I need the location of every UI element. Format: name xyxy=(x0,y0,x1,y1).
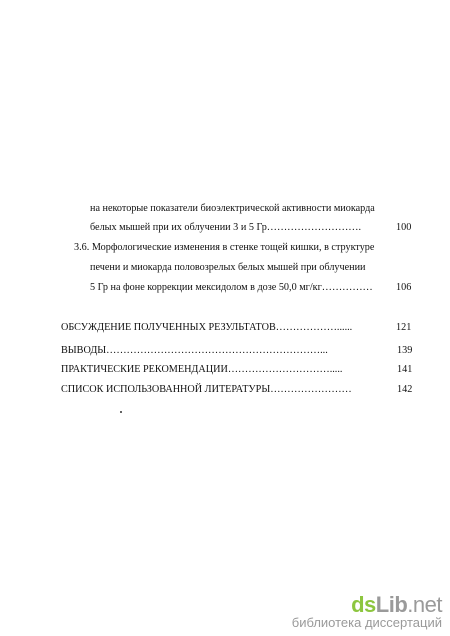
toc-line-liver-myocardium: печени и миокарда половозрелых белых мышей при облучении xyxy=(90,262,366,273)
stray-dot xyxy=(120,411,122,413)
toc-entry-recommendations: ПРАКТИЧЕСКИЕ РЕКОМЕНДАЦИИ…………………………..... xyxy=(61,364,343,375)
toc-entry-conclusions: ВЫВОДЫ………………………………………………………... xyxy=(61,345,328,356)
toc-page-number: 141 xyxy=(397,364,413,375)
toc-line-irradiation: белых мышей при их облучении 3 и 5 Гр………………………. xyxy=(90,222,362,233)
toc-page-number: 142 xyxy=(397,384,413,395)
logo-lib: Lib xyxy=(375,592,408,617)
toc-page-number: 121 xyxy=(396,322,412,333)
dslib-watermark xyxy=(292,594,442,630)
toc-page-number: 139 xyxy=(397,345,413,356)
toc-page-number: 100 xyxy=(396,222,412,233)
toc-page-number: 106 xyxy=(396,282,412,293)
logo-net: .net xyxy=(407,592,442,617)
logo-ds: ds xyxy=(351,592,376,617)
toc-line-section-3-6: 3.6. Морфологические изменения в стенке тощей кишки, в структуре xyxy=(74,242,375,253)
toc-entry-references: СПИСОК ИСПОЛЬЗОВАННОЙ ЛИТЕРАТУРЫ…………………… xyxy=(61,384,352,395)
toc-entry-discussion: ОБСУЖДЕНИЕ ПОЛУЧЕННЫХ РЕЗУЛЬТАТОВ………………...... xyxy=(61,322,353,333)
dslib-logo xyxy=(292,594,442,616)
toc-line-bioelectric: на некоторые показатели биоэлектрической активности миокарда xyxy=(90,203,375,214)
watermark-subtitle: библиотека диссертаций xyxy=(291,615,442,630)
toc-line-mexidol: 5 Гр на фоне коррекции мексидолом в дозе 50,0 мг/кг…………… xyxy=(90,282,373,293)
